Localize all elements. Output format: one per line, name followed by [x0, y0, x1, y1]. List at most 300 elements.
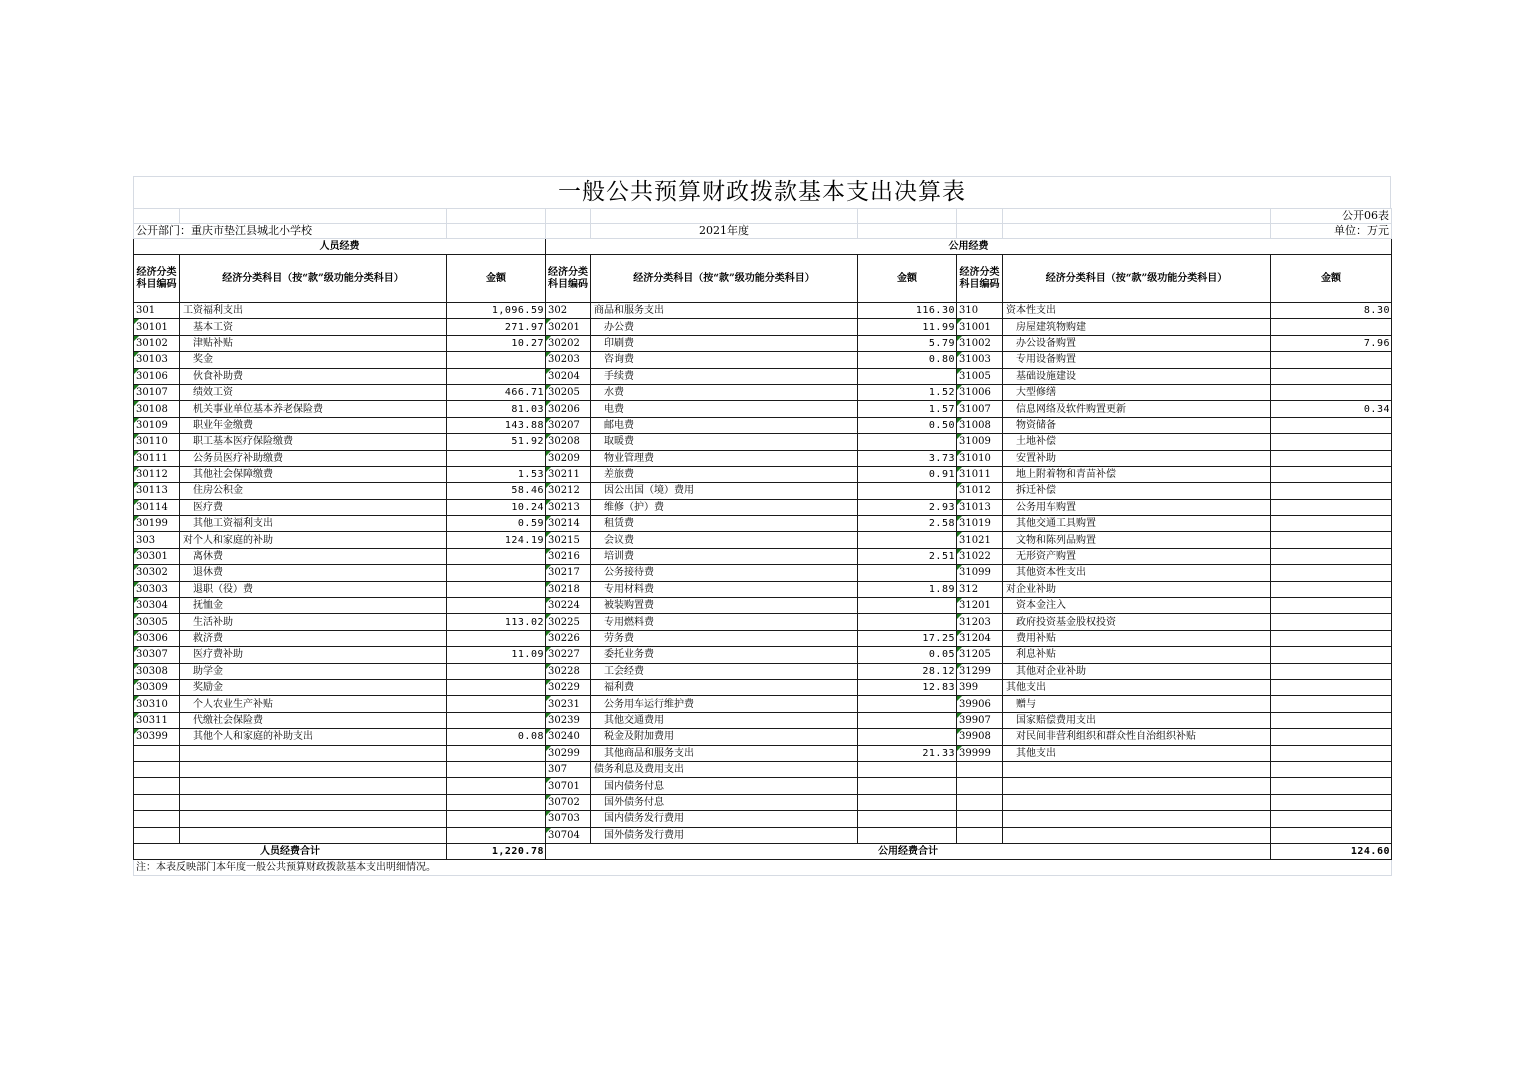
cell-name: 会议费 [591, 532, 858, 548]
table-row [134, 647, 1392, 663]
cell-amount [1271, 827, 1392, 843]
cell-code: 30301 [134, 548, 180, 564]
cell-code: 31013 [957, 499, 1003, 515]
cell-name: 助学金 [180, 663, 447, 679]
cell-amount [447, 794, 546, 810]
cell-amount [1271, 761, 1392, 777]
col-header-amount: 金额 [1271, 255, 1392, 303]
cell-amount: 17.25 [858, 630, 957, 646]
table-row [134, 450, 1392, 466]
note-row [134, 860, 1392, 876]
cell-amount [1271, 384, 1392, 400]
cell-amount [1271, 811, 1392, 827]
cell-name: 退休费 [180, 565, 447, 581]
cell-name: 利息补贴 [1003, 647, 1271, 663]
table-row [134, 499, 1392, 515]
cell-name: 资本性支出 [1003, 303, 1271, 319]
cell-code: 30218 [546, 581, 591, 597]
cell-amount [1271, 778, 1392, 794]
cell-code: 30701 [546, 778, 591, 794]
cell-code: 31001 [957, 319, 1003, 335]
cell-name: 赠与 [1003, 696, 1271, 712]
cell-amount: 0.08 [447, 729, 546, 745]
cell-code: 30305 [134, 614, 180, 630]
cell-name: 基本工资 [180, 319, 447, 335]
cell-amount: 1.52 [858, 384, 957, 400]
total-personnel-amount: 1,220.78 [447, 843, 546, 859]
cell-amount [858, 565, 957, 581]
cell-name: 医疗费补助 [180, 647, 447, 663]
total-public-amount: 124.60 [1271, 843, 1392, 859]
cell-code: 30309 [134, 679, 180, 695]
table-row [134, 778, 1392, 794]
cell-code: 30306 [134, 630, 180, 646]
cell-name: 取暖费 [591, 434, 858, 450]
year-label: 2021年度 [591, 224, 858, 239]
cell-amount [447, 811, 546, 827]
cell-name: 公务接待费 [591, 565, 858, 581]
cell-amount: 466.71 [447, 384, 546, 400]
cell-code: 31201 [957, 598, 1003, 614]
group-header-row [134, 239, 1392, 255]
cell-amount [858, 778, 957, 794]
cell-name: 资本金注入 [1003, 598, 1271, 614]
cell-code: 30702 [546, 794, 591, 810]
table-row [134, 319, 1392, 335]
cell-amount: 28.12 [858, 663, 957, 679]
cell-name: 其他交通费用 [591, 712, 858, 728]
page-title: 一般公共预算财政拨款基本支出决算表 [133, 176, 1391, 208]
cell-amount [1271, 712, 1392, 728]
cell-code: 31012 [957, 483, 1003, 499]
cell-amount: 0.34 [1271, 401, 1392, 417]
cell-amount [858, 368, 957, 384]
cell-code: 31099 [957, 565, 1003, 581]
cell-name: 地上附着物和青苗补偿 [1003, 466, 1271, 482]
cell-name: 公务用车运行维护费 [591, 696, 858, 712]
table-row [134, 516, 1392, 532]
cell-name: 邮电费 [591, 417, 858, 433]
cell-amount: 0.59 [447, 516, 546, 532]
cell-code: 30201 [546, 319, 591, 335]
col-header-code: 经济分类科目编码 [957, 255, 1003, 303]
cell-code: 30704 [546, 827, 591, 843]
total-public-label: 公用经费合计 [546, 843, 1271, 859]
cell-amount: 143.88 [447, 417, 546, 433]
cell-name: 对企业补助 [1003, 581, 1271, 597]
cell-amount: 10.24 [447, 499, 546, 515]
cell-name: 奖金 [180, 352, 447, 368]
cell-code: 30102 [134, 335, 180, 351]
cell-name: 福利费 [591, 679, 858, 695]
cell-name: 国内债务付息 [591, 778, 858, 794]
cell-name: 工会经费 [591, 663, 858, 679]
cell-amount [858, 532, 957, 548]
cell-name: 专用燃料费 [591, 614, 858, 630]
cell-amount: 116.30 [858, 303, 957, 319]
table-row [134, 679, 1392, 695]
cell-amount: 1,096.59 [447, 303, 546, 319]
cell-name: 因公出国（境）费用 [591, 483, 858, 499]
cell-code [134, 827, 180, 843]
table-row [134, 384, 1392, 400]
cell-name: 住房公积金 [180, 483, 447, 499]
cell-code: 31010 [957, 450, 1003, 466]
cell-code: 31006 [957, 384, 1003, 400]
cell-name: 委托业务费 [591, 647, 858, 663]
cell-amount [1271, 647, 1392, 663]
cell-name: 医疗费 [180, 499, 447, 515]
cell-code [957, 778, 1003, 794]
cell-name: 其他商品和服务支出 [591, 745, 858, 761]
cell-name [1003, 794, 1271, 810]
cell-name: 房屋建筑物购建 [1003, 319, 1271, 335]
cell-code: 31002 [957, 335, 1003, 351]
cell-code: 30208 [546, 434, 591, 450]
cell-amount [858, 729, 957, 745]
cell-code: 30212 [546, 483, 591, 499]
cell-code: 30214 [546, 516, 591, 532]
cell-name: 救济费 [180, 630, 447, 646]
cell-amount: 21.33 [858, 745, 957, 761]
cell-code: 30217 [546, 565, 591, 581]
cell-amount [1271, 630, 1392, 646]
cell-name: 公务用车购置 [1003, 499, 1271, 515]
cell-amount [1271, 614, 1392, 630]
cell-code: 303 [134, 532, 180, 548]
cell-name [180, 761, 447, 777]
unit-label: 单位：万元 [1271, 224, 1392, 239]
table-row [134, 712, 1392, 728]
cell-amount: 5.79 [858, 335, 957, 351]
cell-code: 30215 [546, 532, 591, 548]
table-row [134, 303, 1392, 319]
col-header-code: 经济分类科目编码 [546, 255, 591, 303]
cell-amount: 12.83 [858, 679, 957, 695]
cell-amount [1271, 598, 1392, 614]
cell-code: 30205 [546, 384, 591, 400]
cell-name [180, 745, 447, 761]
cell-amount [858, 761, 957, 777]
table-number-row [134, 209, 1392, 224]
cell-code [957, 827, 1003, 843]
cell-amount [858, 483, 957, 499]
cell-name: 生活补助 [180, 614, 447, 630]
cell-amount: 1.89 [858, 581, 957, 597]
cell-name: 政府投资基金股权投资 [1003, 614, 1271, 630]
cell-name: 对个人和家庭的补助 [180, 532, 447, 548]
table-number: 公开06表 [1271, 209, 1392, 224]
cell-code: 31022 [957, 548, 1003, 564]
cell-name: 其他对企业补助 [1003, 663, 1271, 679]
cell-name: 电费 [591, 401, 858, 417]
cell-code: 39907 [957, 712, 1003, 728]
cell-amount: 11.99 [858, 319, 957, 335]
cell-code: 31005 [957, 368, 1003, 384]
cell-name: 工资福利支出 [180, 303, 447, 319]
cell-code: 31011 [957, 466, 1003, 482]
cell-code: 30103 [134, 352, 180, 368]
cell-name [1003, 811, 1271, 827]
cell-code: 30239 [546, 712, 591, 728]
cell-name: 其他工资福利支出 [180, 516, 447, 532]
cell-amount [447, 630, 546, 646]
cell-name: 办公设备购置 [1003, 335, 1271, 351]
cell-code: 30108 [134, 401, 180, 417]
cell-code: 301 [134, 303, 180, 319]
cell-name: 机关事业单位基本养老保险费 [180, 401, 447, 417]
cell-name: 公务员医疗补助缴费 [180, 450, 447, 466]
cell-name: 物资储备 [1003, 417, 1271, 433]
cell-name: 退职（役）费 [180, 581, 447, 597]
group-public: 公用经费 [546, 239, 1392, 255]
cell-amount: 0.91 [858, 466, 957, 482]
cell-name: 其他支出 [1003, 679, 1271, 695]
cell-name: 基础设施建设 [1003, 368, 1271, 384]
cell-amount [447, 712, 546, 728]
cell-code: 31007 [957, 401, 1003, 417]
cell-name: 印刷费 [591, 335, 858, 351]
cell-code [957, 761, 1003, 777]
col-header-amount: 金额 [447, 255, 546, 303]
cell-code: 30199 [134, 516, 180, 532]
column-header-row [134, 255, 1392, 303]
table-row [134, 434, 1392, 450]
cell-code [134, 745, 180, 761]
cell-name: 手续费 [591, 368, 858, 384]
cell-code: 30231 [546, 696, 591, 712]
cell-code: 30206 [546, 401, 591, 417]
cell-name: 代缴社会保险费 [180, 712, 447, 728]
cell-code: 39906 [957, 696, 1003, 712]
cell-code: 30703 [546, 811, 591, 827]
cell-code: 312 [957, 581, 1003, 597]
cell-amount: 58.46 [447, 483, 546, 499]
cell-code: 30307 [134, 647, 180, 663]
cell-code: 30216 [546, 548, 591, 564]
cell-name: 其他支出 [1003, 745, 1271, 761]
cell-amount [447, 696, 546, 712]
cell-amount: 8.30 [1271, 303, 1392, 319]
cell-code: 30308 [134, 663, 180, 679]
cell-name: 费用补贴 [1003, 630, 1271, 646]
cell-code: 302 [546, 303, 591, 319]
cell-code: 30106 [134, 368, 180, 384]
cell-code [957, 811, 1003, 827]
cell-code: 399 [957, 679, 1003, 695]
cell-name: 绩效工资 [180, 384, 447, 400]
cell-code: 30107 [134, 384, 180, 400]
cell-amount: 51.92 [447, 434, 546, 450]
cell-amount [1271, 729, 1392, 745]
cell-name: 专用设备购置 [1003, 352, 1271, 368]
report-sheet [133, 176, 1391, 876]
cell-code: 30213 [546, 499, 591, 515]
cell-name: 劳务费 [591, 630, 858, 646]
cell-name: 国家赔偿费用支出 [1003, 712, 1271, 728]
table-row [134, 466, 1392, 482]
cell-name: 无形资产购置 [1003, 548, 1271, 564]
cell-code: 30101 [134, 319, 180, 335]
cell-amount [447, 548, 546, 564]
cell-name: 其他资本性支出 [1003, 565, 1271, 581]
cell-name: 债务利息及费用支出 [591, 761, 858, 777]
table-row [134, 581, 1392, 597]
table-row [134, 532, 1392, 548]
cell-code: 31008 [957, 417, 1003, 433]
cell-amount [447, 565, 546, 581]
table-row [134, 401, 1392, 417]
cell-code [957, 794, 1003, 810]
cell-amount [447, 352, 546, 368]
cell-amount [447, 450, 546, 466]
cell-amount [1271, 565, 1392, 581]
cell-name: 国外债务付息 [591, 794, 858, 810]
cell-code: 30211 [546, 466, 591, 482]
cell-code: 30209 [546, 450, 591, 466]
col-header-name: 经济分类科目（按“款”级功能分类科目） [180, 255, 447, 303]
cell-amount [1271, 417, 1392, 433]
cell-amount [447, 778, 546, 794]
expenditure-table [133, 208, 1392, 876]
cell-name: 专用材料费 [591, 581, 858, 597]
cell-code: 30203 [546, 352, 591, 368]
cell-code: 31003 [957, 352, 1003, 368]
cell-code: 30310 [134, 696, 180, 712]
cell-amount [858, 598, 957, 614]
cell-name: 国内债务发行费用 [591, 811, 858, 827]
table-note: 注：本表反映部门本年度一般公共预算财政拨款基本支出明细情况。 [134, 860, 1392, 876]
cell-code: 30303 [134, 581, 180, 597]
col-header-code: 经济分类科目编码 [134, 255, 180, 303]
cell-amount [1271, 499, 1392, 515]
cell-amount [1271, 532, 1392, 548]
cell-name: 拆迁补偿 [1003, 483, 1271, 499]
cell-name: 租赁费 [591, 516, 858, 532]
cell-amount: 10.27 [447, 335, 546, 351]
cell-name: 办公费 [591, 319, 858, 335]
cell-amount [1271, 679, 1392, 695]
table-row [134, 352, 1392, 368]
cell-amount [1271, 352, 1392, 368]
cell-code: 30399 [134, 729, 180, 745]
cell-amount [447, 663, 546, 679]
total-personnel-label: 人员经费合计 [134, 843, 447, 859]
cell-name: 土地补偿 [1003, 434, 1271, 450]
cell-code: 31019 [957, 516, 1003, 532]
cell-code: 30112 [134, 466, 180, 482]
cell-code: 30228 [546, 663, 591, 679]
table-row [134, 417, 1392, 433]
cell-amount [1271, 794, 1392, 810]
cell-name [1003, 778, 1271, 794]
cell-name [180, 778, 447, 794]
cell-code: 39908 [957, 729, 1003, 745]
cell-code: 30204 [546, 368, 591, 384]
cell-code: 31204 [957, 630, 1003, 646]
cell-amount: 11.09 [447, 647, 546, 663]
table-row [134, 794, 1392, 810]
cell-code: 30113 [134, 483, 180, 499]
cell-amount [1271, 548, 1392, 564]
cell-amount [1271, 466, 1392, 482]
cell-name: 培训费 [591, 548, 858, 564]
cell-name: 职工基本医疗保险缴费 [180, 434, 447, 450]
cell-code: 31009 [957, 434, 1003, 450]
cell-amount: 1.57 [858, 401, 957, 417]
cell-name: 对民间非营利组织和群众性自治组织补贴 [1003, 729, 1271, 745]
cell-amount [1271, 483, 1392, 499]
cell-code: 30111 [134, 450, 180, 466]
total-row [134, 843, 1392, 859]
cell-amount: 2.58 [858, 516, 957, 532]
cell-name [1003, 761, 1271, 777]
col-header-amount: 金额 [858, 255, 957, 303]
cell-code: 31021 [957, 532, 1003, 548]
cell-amount: 0.50 [858, 417, 957, 433]
table-row [134, 335, 1392, 351]
cell-amount: 0.05 [858, 647, 957, 663]
cell-amount [447, 679, 546, 695]
table-row [134, 729, 1392, 745]
cell-amount [447, 598, 546, 614]
cell-name: 离休费 [180, 548, 447, 564]
table-row [134, 696, 1392, 712]
cell-amount [858, 434, 957, 450]
cell-amount [1271, 450, 1392, 466]
cell-name: 大型修缮 [1003, 384, 1271, 400]
cell-name: 国外债务发行费用 [591, 827, 858, 843]
cell-name: 抚恤金 [180, 598, 447, 614]
cell-name: 奖励金 [180, 679, 447, 695]
cell-code: 31203 [957, 614, 1003, 630]
cell-amount [858, 614, 957, 630]
cell-amount: 1.53 [447, 466, 546, 482]
cell-amount [447, 827, 546, 843]
cell-code: 30227 [546, 647, 591, 663]
cell-amount: 81.03 [447, 401, 546, 417]
cell-code: 30299 [546, 745, 591, 761]
cell-amount [858, 696, 957, 712]
cell-code: 31299 [957, 663, 1003, 679]
table-row [134, 614, 1392, 630]
cell-amount: 2.93 [858, 499, 957, 515]
cell-amount [858, 827, 957, 843]
cell-name: 维修（护）费 [591, 499, 858, 515]
table-row [134, 630, 1392, 646]
cell-code: 30311 [134, 712, 180, 728]
cell-name: 信息网络及软件购置更新 [1003, 401, 1271, 417]
cell-code [134, 761, 180, 777]
table-row [134, 548, 1392, 564]
cell-amount: 2.51 [858, 548, 957, 564]
cell-code: 30207 [546, 417, 591, 433]
cell-amount [1271, 581, 1392, 597]
cell-name: 水费 [591, 384, 858, 400]
cell-name [180, 827, 447, 843]
table-row [134, 761, 1392, 777]
cell-amount [858, 811, 957, 827]
cell-amount [447, 761, 546, 777]
cell-amount: 3.73 [858, 450, 957, 466]
cell-amount: 124.19 [447, 532, 546, 548]
cell-code [134, 811, 180, 827]
cell-code: 30229 [546, 679, 591, 695]
cell-name: 税金及附加费用 [591, 729, 858, 745]
cell-name: 伙食补助费 [180, 368, 447, 384]
table-row [134, 827, 1392, 843]
cell-code: 30302 [134, 565, 180, 581]
